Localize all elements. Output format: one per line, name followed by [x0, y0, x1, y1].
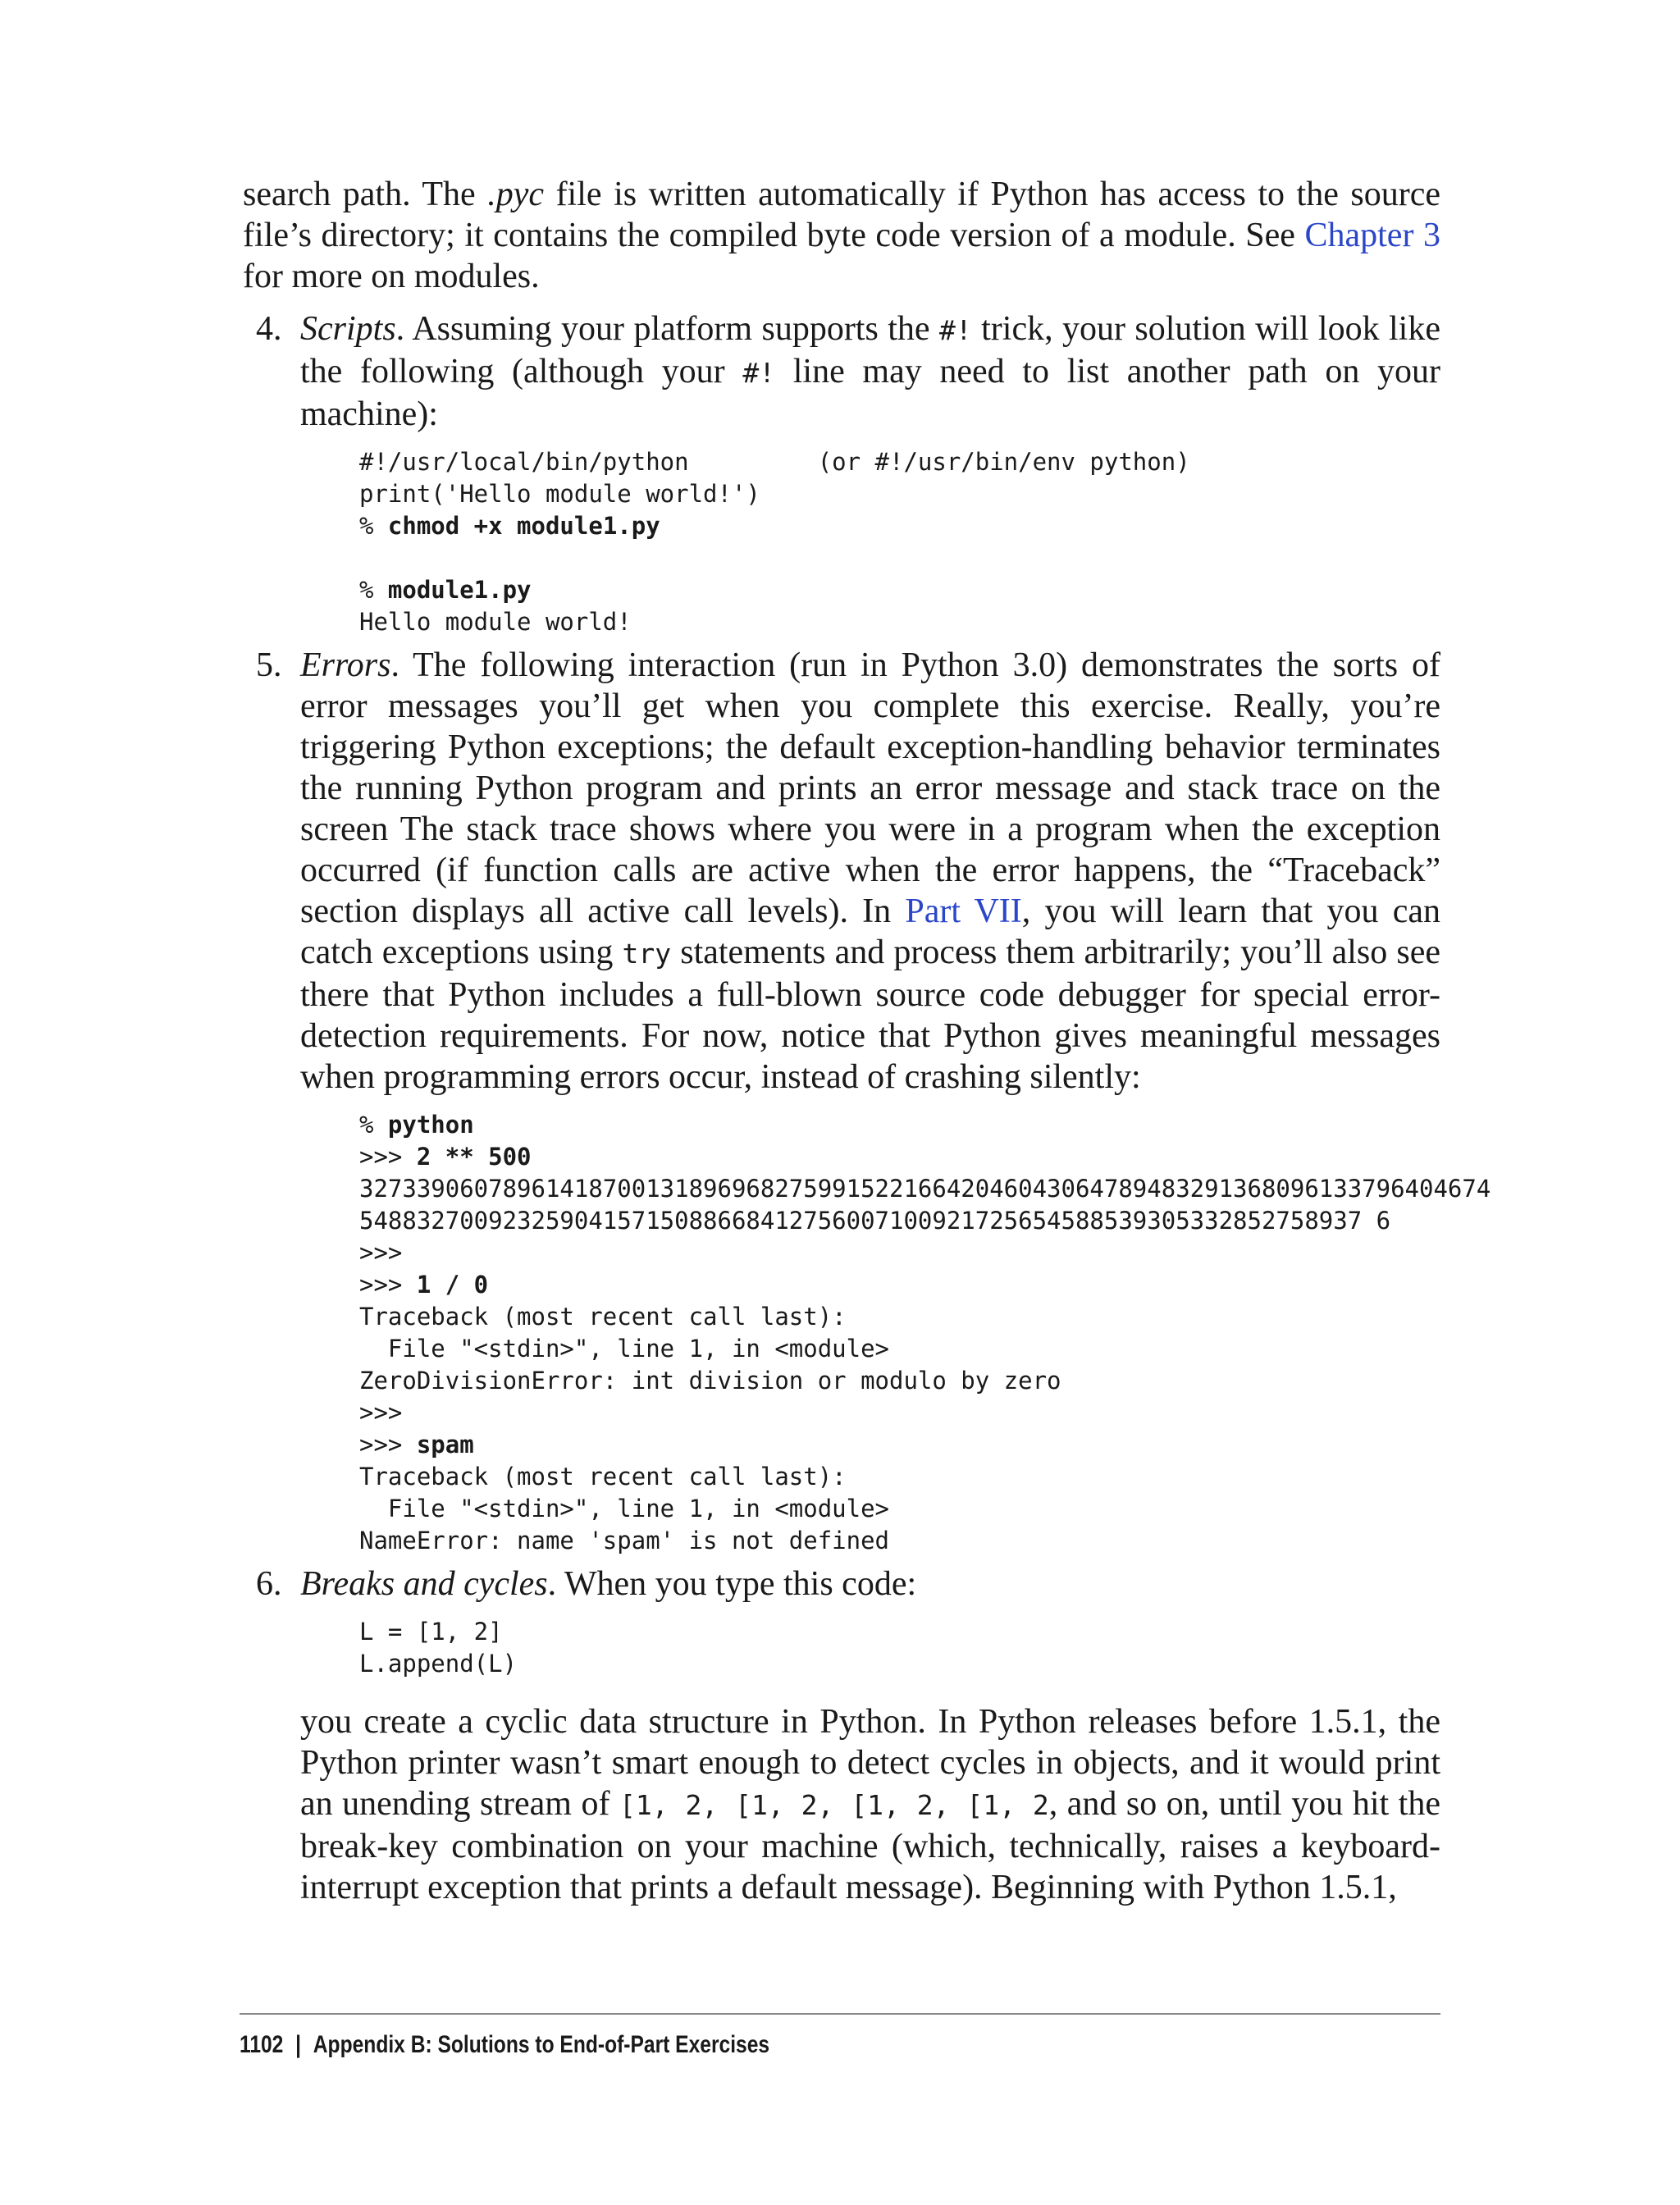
part-vii-link[interactable]: Part VII: [905, 892, 1022, 930]
code-line: NameError: name 'spam' is not defined: [359, 1527, 890, 1554]
exercise-item-6: [243, 1564, 1440, 1680]
code-line: print('Hello module world!'): [359, 480, 760, 508]
code-command: chmod +x module1.py: [387, 512, 660, 540]
footer-divider: [240, 2013, 1440, 2015]
code-command: 1 / 0: [416, 1271, 489, 1299]
page-footer: [240, 2031, 769, 2059]
text: , you will learn that you can catch exceptions using: [300, 892, 1440, 971]
code-line: Traceback (most recent call last):: [359, 1303, 847, 1331]
text: you create a cyclic data structure in Python. In Python releases before 1.5.1, the Python printer wasn’t smart enough to detect cycles in objects, and it would print an unending stream of: [300, 1703, 1440, 1823]
code-line: Traceback (most recent call last):: [359, 1463, 847, 1491]
code-prompt: %: [359, 1111, 388, 1139]
code-line: 3273390607896141870013189696827599152216642046043064789483291368096133796404674: [359, 1175, 1491, 1203]
text: trick, your solution will look like the following (although your: [300, 310, 1440, 390]
item-text: [300, 645, 1440, 1098]
text: file is written automatically if Python has access to the source file’s directory; it contains the compiled byte code version of a module. See: [243, 176, 1441, 254]
code-block-scripts: [359, 446, 1440, 638]
continuation-paragraph: [243, 1701, 1440, 1908]
code-prompt: >>>: [359, 1271, 417, 1299]
code-prompt: >>>: [359, 1143, 417, 1171]
item-text: [300, 1564, 1440, 1605]
page-content: [243, 174, 1491, 1908]
item-text: [300, 308, 1440, 435]
text: , and so on, until you hit the break-key combination on your machine (which, technically, raises a keyboard-interrupt exception that prints a default message). Beginning with Python 1.5.1,: [300, 1785, 1440, 1906]
code-command: 2 ** 500: [416, 1143, 532, 1171]
pyc-term: .pyc: [487, 176, 545, 213]
item-number: 6.: [256, 1565, 282, 1603]
code-command: python: [387, 1111, 474, 1139]
text: . Assuming your platform supports the: [395, 310, 939, 348]
code-command: spam: [416, 1431, 474, 1459]
item-title: Breaks and cycles: [300, 1565, 548, 1603]
code-line: File "<stdin>", line 1, in <module>: [359, 1495, 890, 1522]
code-line: L = [1, 2]: [359, 1618, 503, 1646]
code-line: 5488327009232590415715088668412756007100921725654588539305332852758937 6: [359, 1207, 1391, 1235]
exercise-item-5: [243, 645, 1491, 1557]
code-block-cycles: [359, 1616, 1440, 1680]
item-title: Errors: [300, 646, 391, 684]
code-line: >>>: [359, 1239, 403, 1267]
code-block-errors: [359, 1109, 1491, 1557]
chapter-3-link[interactable]: Chapter 3: [1304, 217, 1441, 254]
code-prompt: >>>: [359, 1431, 417, 1459]
inline-code: #!: [742, 357, 776, 389]
code-prompt: %: [359, 576, 388, 604]
page-number: 1102: [240, 2031, 284, 2058]
code-command: module1.py: [387, 576, 532, 604]
text: . The following interaction (run in Python 3.0) demonstrates the sorts of error messages you’ll get when you complete this exercise. Really, you’re triggering Python exceptions; the default exception-handling behavior terminates the running Python program and prints an error message and stack trace on the screen The stack trace shows where you were in a program when the exception occurred (if function calls are active when the error happens, the “Traceback” section displays all active call levels). In: [300, 646, 1440, 930]
text: line may need to list another path on your machine):: [300, 353, 1440, 433]
code-line: #!/usr/local/bin/python (or #!/usr/bin/env python): [359, 448, 1190, 476]
exercise-item-4: [243, 308, 1440, 638]
code-line: Hello module world!: [359, 608, 632, 636]
text: statements and process them arbitrarily; you’ll also see there that Python includes a full-blown source code debugger for special error-detection requirements. For now, notice that Python gives meaningful messages when programming errors occur, instead of crashing silently:: [300, 934, 1440, 1096]
item-number: 5.: [256, 646, 282, 684]
code-prompt: %: [359, 512, 388, 540]
inline-code: [1, 2, [1, 2, [1, 2, [1, 2: [619, 1789, 1049, 1821]
inline-code: #!: [938, 314, 972, 346]
code-line: >>>: [359, 1399, 403, 1427]
item-number: 4.: [256, 310, 282, 348]
item-title: Scripts: [300, 310, 396, 348]
code-line: ZeroDivisionError: int division or modulo by zero: [359, 1367, 1061, 1395]
continued-paragraph: [243, 174, 1440, 297]
text: for more on modules.: [243, 258, 540, 295]
code-line: L.append(L): [359, 1650, 518, 1678]
text: search path. The: [243, 176, 488, 213]
code-line: File "<stdin>", line 1, in <module>: [359, 1335, 890, 1363]
footer-separator: |: [295, 2031, 302, 2058]
inline-code: try: [622, 938, 672, 970]
text: . When you type this code:: [547, 1565, 917, 1603]
footer-title: Appendix B: Solutions to End-of-Part Exercises: [313, 2031, 770, 2058]
